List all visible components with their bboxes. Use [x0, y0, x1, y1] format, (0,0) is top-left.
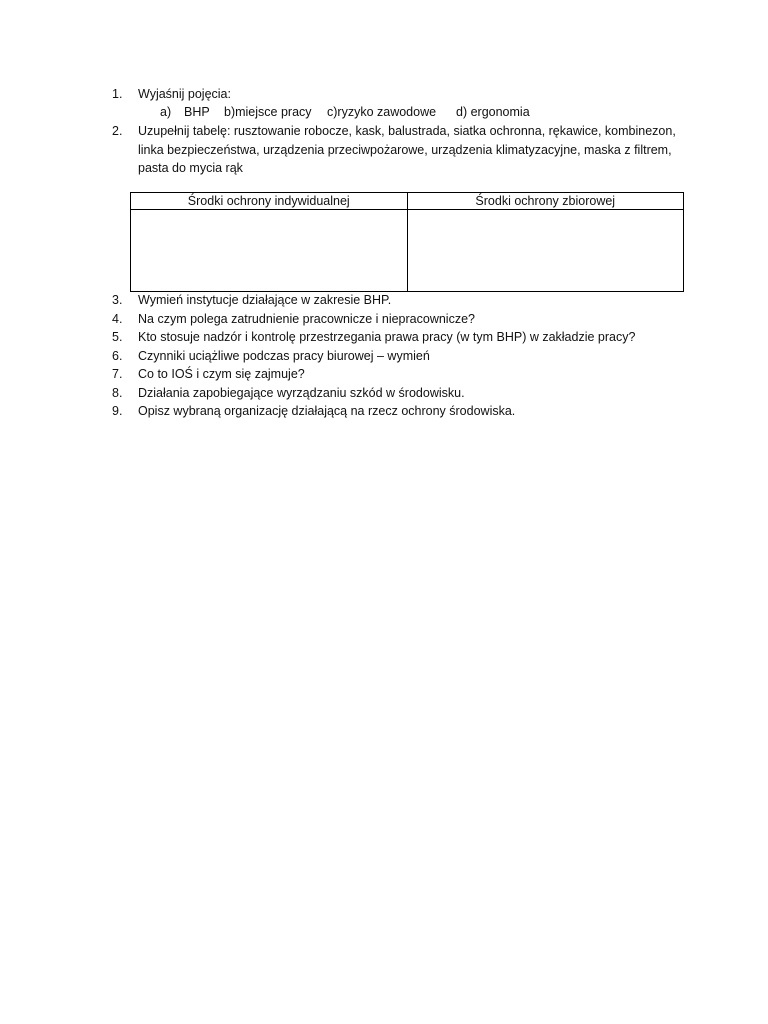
question-number: 9.	[112, 404, 123, 418]
question-number: 1.	[112, 87, 123, 101]
cell-collective[interactable]	[407, 210, 684, 292]
question-text: Czynniki uciążliwe podczas pracy biurowej – wymień	[138, 348, 430, 363]
protection-means-table	[130, 192, 684, 292]
question-4	[112, 310, 692, 329]
question-text: Kto stosuje nadzór i kontrolę przestrzegania prawa pracy (w tym BHP) w zakładzie pracy?	[138, 330, 636, 344]
question-text: Uzupełnij tabelę: rusztowanie robocze, kask, balustrada, siatka ochronna, rękawice, kombinezon, linka bezpieczeństwa, urządzenia przeciwpożarowe, urządzenia klimatyzacyjne, maska z filtrem, pasta do mycia rąk	[138, 124, 676, 175]
term-bhp: BHP	[184, 105, 210, 119]
question-5	[112, 328, 692, 347]
question-text: Wyjaśnij pojęcia:	[138, 87, 231, 101]
question-number: 2.	[112, 124, 123, 138]
question-number: 3.	[112, 293, 123, 307]
header-collective: Środki ochrony zbiorowej	[407, 193, 684, 210]
question-number: 6.	[112, 348, 123, 363]
question-number: 5.	[112, 330, 123, 344]
question-6	[112, 347, 692, 366]
question-3	[112, 291, 692, 310]
question-text: Opisz wybraną organizację działającą na rzecz ochrony środowiska.	[138, 404, 516, 418]
question-text: Co to IOŚ i czym się zajmuje?	[138, 367, 305, 381]
question-9	[112, 402, 692, 421]
question-1	[112, 85, 692, 104]
table-header-row	[131, 193, 684, 210]
question-7	[112, 365, 692, 384]
term-occupational-risk: c)ryzyko zawodowe	[327, 105, 437, 119]
cell-individual[interactable]	[131, 210, 408, 292]
question-number: 8.	[112, 385, 123, 400]
question-8	[112, 384, 692, 403]
term-workplace: b)miejsce pracy	[224, 105, 312, 119]
table-row	[131, 210, 684, 292]
question-text: Wymień instytucje działające w zakresie BHP.	[138, 293, 392, 307]
question-text: Na czym polega zatrudnienie pracownicze i niepracownicze?	[138, 311, 475, 326]
question-text: Działania zapobiegające wyrządzaniu szkód w środowisku.	[138, 385, 465, 400]
term-letter: a)	[160, 105, 172, 119]
term-ergonomics: d) ergonomia	[456, 105, 530, 119]
question-2	[112, 122, 692, 178]
header-individual: Środki ochrony indywidualnej	[131, 193, 408, 210]
definition-terms	[160, 103, 530, 122]
question-number: 7.	[112, 367, 123, 381]
question-number: 4.	[112, 311, 123, 326]
